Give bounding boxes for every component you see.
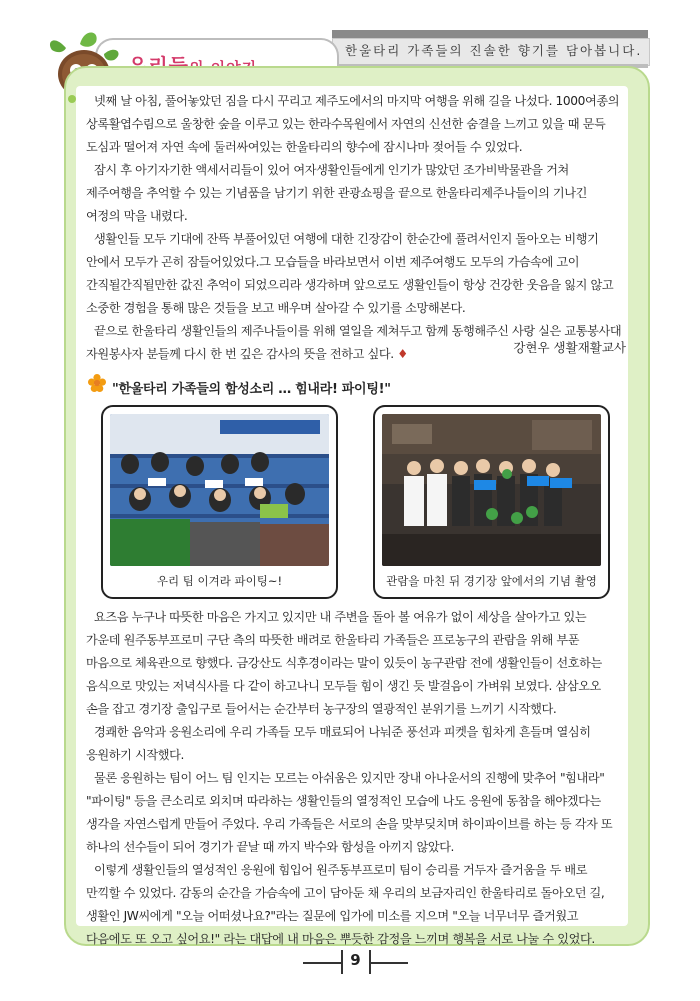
intro-paragraph: 생활인들 모두 기대에 잔뜩 부풀어있던 여행에 대한 긴장감이 한순간에 풀려서인지 돌아오는 비행기 안에서 모두가 곤히 잠들어있었다.그 모습들을 바라보면서 이번 제주여행도 모두의 가슴속에 고이 간직될간직될만한 값진 추억이 되었으리라 생각하며 앞으로도 생활인들이 항상 건강한 웃음을 잃지 않고 소중한 경험을 통해 많은 것들을 보고 배우며 살아갈 수 있기를 소망해본다. <box>86 232 614 315</box>
author-name: 강현우 생활재활교사 <box>513 340 626 355</box>
photo-cheering-crowd <box>110 414 329 566</box>
header-strip-top-bar <box>332 30 648 38</box>
section-title-text: "한울타리 가족들의 함성소리 … 힘내라! 파이팅!" <box>112 382 391 397</box>
photo-group-commemorative <box>382 414 601 566</box>
photo-card-cheering <box>101 405 338 599</box>
intro-paragraph: 잠시 후 아기자기한 액세서리들이 있어 여자생활인들에게 인기가 많았던 조가비박물관을 거쳐 제주여행을 추억할 수 있는 기념품을 남기기 위한 관광쇼핑을 끝으로 한울타리제주나들이의 기나긴 여정의 막을 내렸다. <box>86 163 588 223</box>
body-paragraph: 이렇게 생활인들의 열성적인 응원에 힘입어 원주동부프로미 팀이 승리를 거두자 즐거움을 두 배로 만끽할 수 있었다. 감동의 순간을 가슴속에 고이 담아둔 채 우리의 보금자리인 한울타리로 돌아오던 길, 생활인 JW씨에게 "오늘 어떠셨나요?"라는 질문에 입가에 미소를 지으며 "오늘 너무너무 즐거웠고 다음에도 또 오고 싶어요!" 라는 대답에 내 마음은 뿌듯한 감정을 느끼며 행복을 서로 나눌 수 있었다. <box>86 863 605 946</box>
footer-line-left <box>303 962 341 964</box>
intro-text <box>86 90 622 366</box>
bullet-dot-icon <box>68 95 76 103</box>
flower-icon <box>88 374 106 392</box>
section-title <box>112 378 391 397</box>
intro-paragraph-text: 끝으로 한울타리 생활인들의 제주나들이를 위해 열일을 제쳐두고 함께 동행해주신 사랑 실은 교통봉사대 자원봉사자 분들께 다시 한 번 깊은 감사의 뜻을 전하고 싶다. <box>86 324 622 361</box>
strawberry-icon: ♦ <box>397 347 408 361</box>
header-subtitle: 한울타리 가족들의 진솔한 향기를 담아봅니다. <box>345 43 643 58</box>
body-paragraph: 물론 응원하는 팀이 어느 팀 인지는 모르는 아쉬움은 있지만 장내 아나운서의 진행에 맞추어 "힘내라" "파이팅" 등을 큰소리로 외치며 따라하는 생활인들의 열정적인 모습에 나도 응원에 동참을 해야겠다는 생각을 자연스럽게 만들어 주었다. 우리 가족들은 서로의 손을 맞부딪치며 하이파이브를 하는 등 각자 또 하나의 선수들이 되어 경기가 끝날 때 까지 박수와 함성을 아끼지 않았다. <box>86 771 613 854</box>
body-text <box>86 606 622 951</box>
footer-line-right <box>370 962 408 964</box>
page-number: 9 <box>350 951 361 969</box>
photo-caption-group: 관람을 마친 뒤 경기장 앞에서의 기념 촬영 <box>386 574 597 588</box>
body-paragraph: 요즈음 누구나 따뜻한 마음은 가지고 있지만 내 주변을 돌아 볼 여유가 없이 세상을 살아가고 있는 가운데 원주동부프로미 구단 측의 따뜻한 배려로 한울타리 가족들은 프로농구의 관람을 위해 부푼 마음으로 체육관으로 향했다. 금강산도 식후경이라는 말이 있듯이 농구관람 전에 생활인들이 선호하는 음식으로 맛있는 저녁식사를 다 같이 하고나니 모두들 힘이 생긴 듯 발걸음이 가벼워 보였다. 삼삼오오 손을 잡고 경기장 출입구로 들어서는 순간부터 농구장의 열광적인 분위기를 느끼기 시작했다. <box>86 610 602 716</box>
intro-paragraph: 넷째 날 아침, 풀어놓았던 짐을 다시 꾸리고 제주도에서의 마지막 여행을 위해 길을 나섰다. 1000여종의 상록활엽수림으로 울창한 숲을 이루고 있는 한라수목원에서 자연의 신선한 숨결을 느끼고 있을 때 문득 도심과 떨어져 자연 속에 둘러싸여있는 한울타리의 향수에 잠시나마 젖어들 수 있었다. <box>86 94 620 154</box>
photo-card-group <box>373 405 610 599</box>
body-paragraph: 경쾌한 음악과 응원소리에 우리 가족들 모두 매료되어 나눠준 풍선과 피켓을 힘차게 흔들며 열심히 응원하기 시작했다. <box>86 725 591 762</box>
photo-caption-cheering: 우리 팀 이겨라 파이팅~! <box>156 574 283 588</box>
